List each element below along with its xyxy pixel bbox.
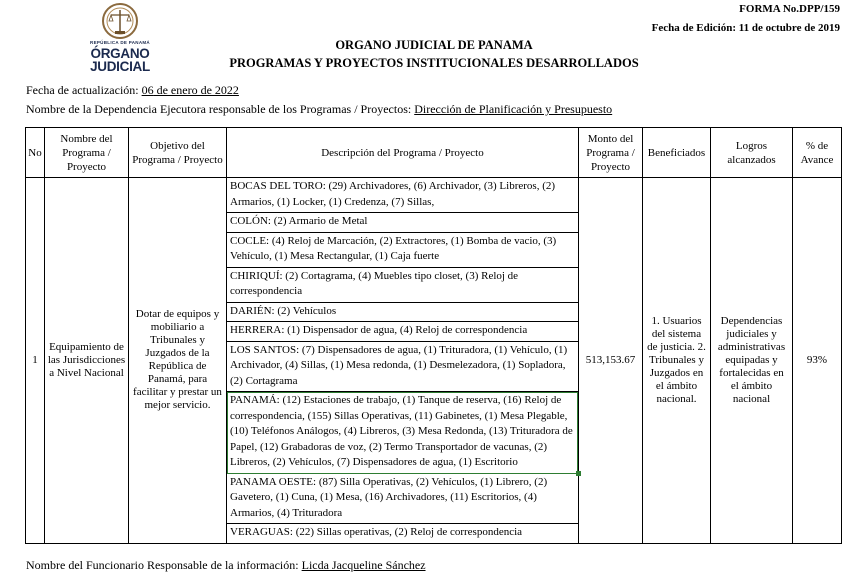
update-date-day: 06 bbox=[141, 83, 154, 97]
justice-seal-icon bbox=[100, 2, 140, 40]
header-monto: Monto del Programa / Proyecto bbox=[579, 128, 643, 178]
row-objetivo: Dotar de equipos y mobiliario a Tribunales y Juzgados de la República de Panamá, para facilitar y prestar un mejor servicio. bbox=[129, 178, 227, 544]
header-no: No bbox=[26, 128, 45, 178]
header-avance: % de Avance bbox=[793, 128, 842, 178]
region-panama[interactable]: PANAMÁ: (12) Estaciones de trabajo, (1) Tanque de reserva, (16) Reloj de correspondencia, (155) Sillas Operativas, (11) Gabinetes, (1) Mesa Plegable, (10) Teléfonos Análogos, (4) Libreros, (3) Mesa Redonda, (13) Trituradora de Papel, (12) Grabadoras de voz, (2) Termo Transportador de vacunas, (2) Libreros, (2) Vehículos, (7) Dispensadores de agua, (1) Escritorio bbox=[227, 392, 578, 474]
region-panama-oeste[interactable]: PANAMA OESTE: (87) Silla Operativas, (2) Vehículos, (1) Librero, (2) Gavetero, (1) Cuna, (1) Mesa, (16) Archivadores, (11) Escritorios, (4) Armarios, (4) Trituradora bbox=[227, 474, 578, 525]
edition-date: Fecha de Edición: 11 de octubre de 2019 bbox=[651, 22, 840, 34]
table-header-row bbox=[26, 128, 842, 178]
region-herrera[interactable]: HERRERA: (1) Dispensador de agua, (4) Reloj de correspondencia bbox=[227, 322, 578, 342]
responsible-official-line bbox=[26, 558, 426, 573]
logo-republic-text: REPÚBLICA DE PANAMÁ bbox=[90, 40, 150, 45]
official-label: Nombre del Funcionario Responsable de la información: bbox=[26, 558, 302, 572]
logo-judicial-text: JUDICIAL bbox=[90, 59, 150, 74]
region-bocas-del-toro[interactable]: BOCAS DEL TORO: (29) Archivadores, (6) Archivador, (3) Libreros, (2) Armarios, (1) Locker, (1) Credenza, (7) Sillas, bbox=[227, 178, 578, 213]
row-monto: 513,153.67 bbox=[579, 178, 643, 544]
header-descripcion: Descripción del Programa / Proyecto bbox=[227, 128, 579, 178]
row-logros: Dependencias judiciales y administrativas equipadas y fortalecidas en el ámbito nacional bbox=[711, 178, 793, 544]
agency-value: Dirección de Planificación y Presupuesto bbox=[414, 102, 613, 116]
row-beneficiados: 1. Usuarios del sistema de justicia. 2. Tribunales y Juzgados en el ámbito nacional. bbox=[643, 178, 711, 544]
header-logros: Logros alcanzados bbox=[711, 128, 793, 178]
update-date-label: Fecha de actualización: bbox=[26, 83, 142, 97]
region-colon[interactable]: COLÓN: (2) Armario de Metal bbox=[227, 213, 578, 233]
official-name: Licda Jacqueline Sánchez bbox=[301, 558, 426, 572]
region-cocle[interactable]: COCLE: (4) Reloj de Marcación, (2) Extractores, (1) Bomba de vacio, (3) Vehículo, (1) Mesa Rectangular, (1) Caja fuerte bbox=[227, 233, 578, 268]
table-row bbox=[26, 178, 842, 544]
row-no: 1 bbox=[26, 178, 45, 544]
row-nombre: Equipamiento de las Jurisdicciones a Nivel Nacional bbox=[45, 178, 129, 544]
document-subtitle: PROGRAMAS Y PROYECTOS INSTITUCIONALES DESARROLLADOS bbox=[229, 56, 639, 70]
agency-label: Nombre de la Dependencia Ejecutora responsable de los Programas / Proyectos: bbox=[26, 102, 415, 116]
header-objetivo: Objetivo del Programa / Proyecto bbox=[129, 128, 227, 178]
logo-organo-text: ÓRGANO bbox=[90, 46, 150, 61]
row-descripcion bbox=[227, 178, 579, 544]
row-avance: 93% bbox=[793, 178, 842, 544]
header-beneficiados: Beneficiados bbox=[643, 128, 711, 178]
update-date-line bbox=[26, 83, 239, 98]
agency-line bbox=[26, 102, 612, 117]
region-chiriqui[interactable]: CHIRIQUÍ: (2) Cortagrama, (4) Muebles tipo closet, (3) Reloj de correspondencia bbox=[227, 268, 578, 303]
region-veraguas[interactable]: VERAGUAS: (22) Sillas operativas, (2) Reloj de correspondencia bbox=[230, 526, 523, 538]
update-date-rest: de enero de 2022 bbox=[153, 83, 239, 97]
region-los-santos[interactable]: LOS SANTOS: (7) Dispensadores de agua, (1) Trituradora, (1) Vehículo, (1) Archivador, (4) Sillas, (1) Mesa redonda, (1) Desmelezadora, (1) Sopladora, (2) Cortagrama bbox=[227, 342, 578, 393]
update-date-value bbox=[142, 83, 239, 97]
form-number: FORMA No.DPP/159 bbox=[739, 3, 840, 15]
region-list bbox=[227, 178, 578, 543]
header-nombre: Nombre del Programa / Proyecto bbox=[45, 128, 129, 178]
programs-table bbox=[25, 127, 842, 544]
region-darien[interactable]: DARIÉN: (2) Vehículos bbox=[227, 303, 578, 323]
document-title: ORGANO JUDICIAL DE PANAMA bbox=[335, 38, 533, 52]
